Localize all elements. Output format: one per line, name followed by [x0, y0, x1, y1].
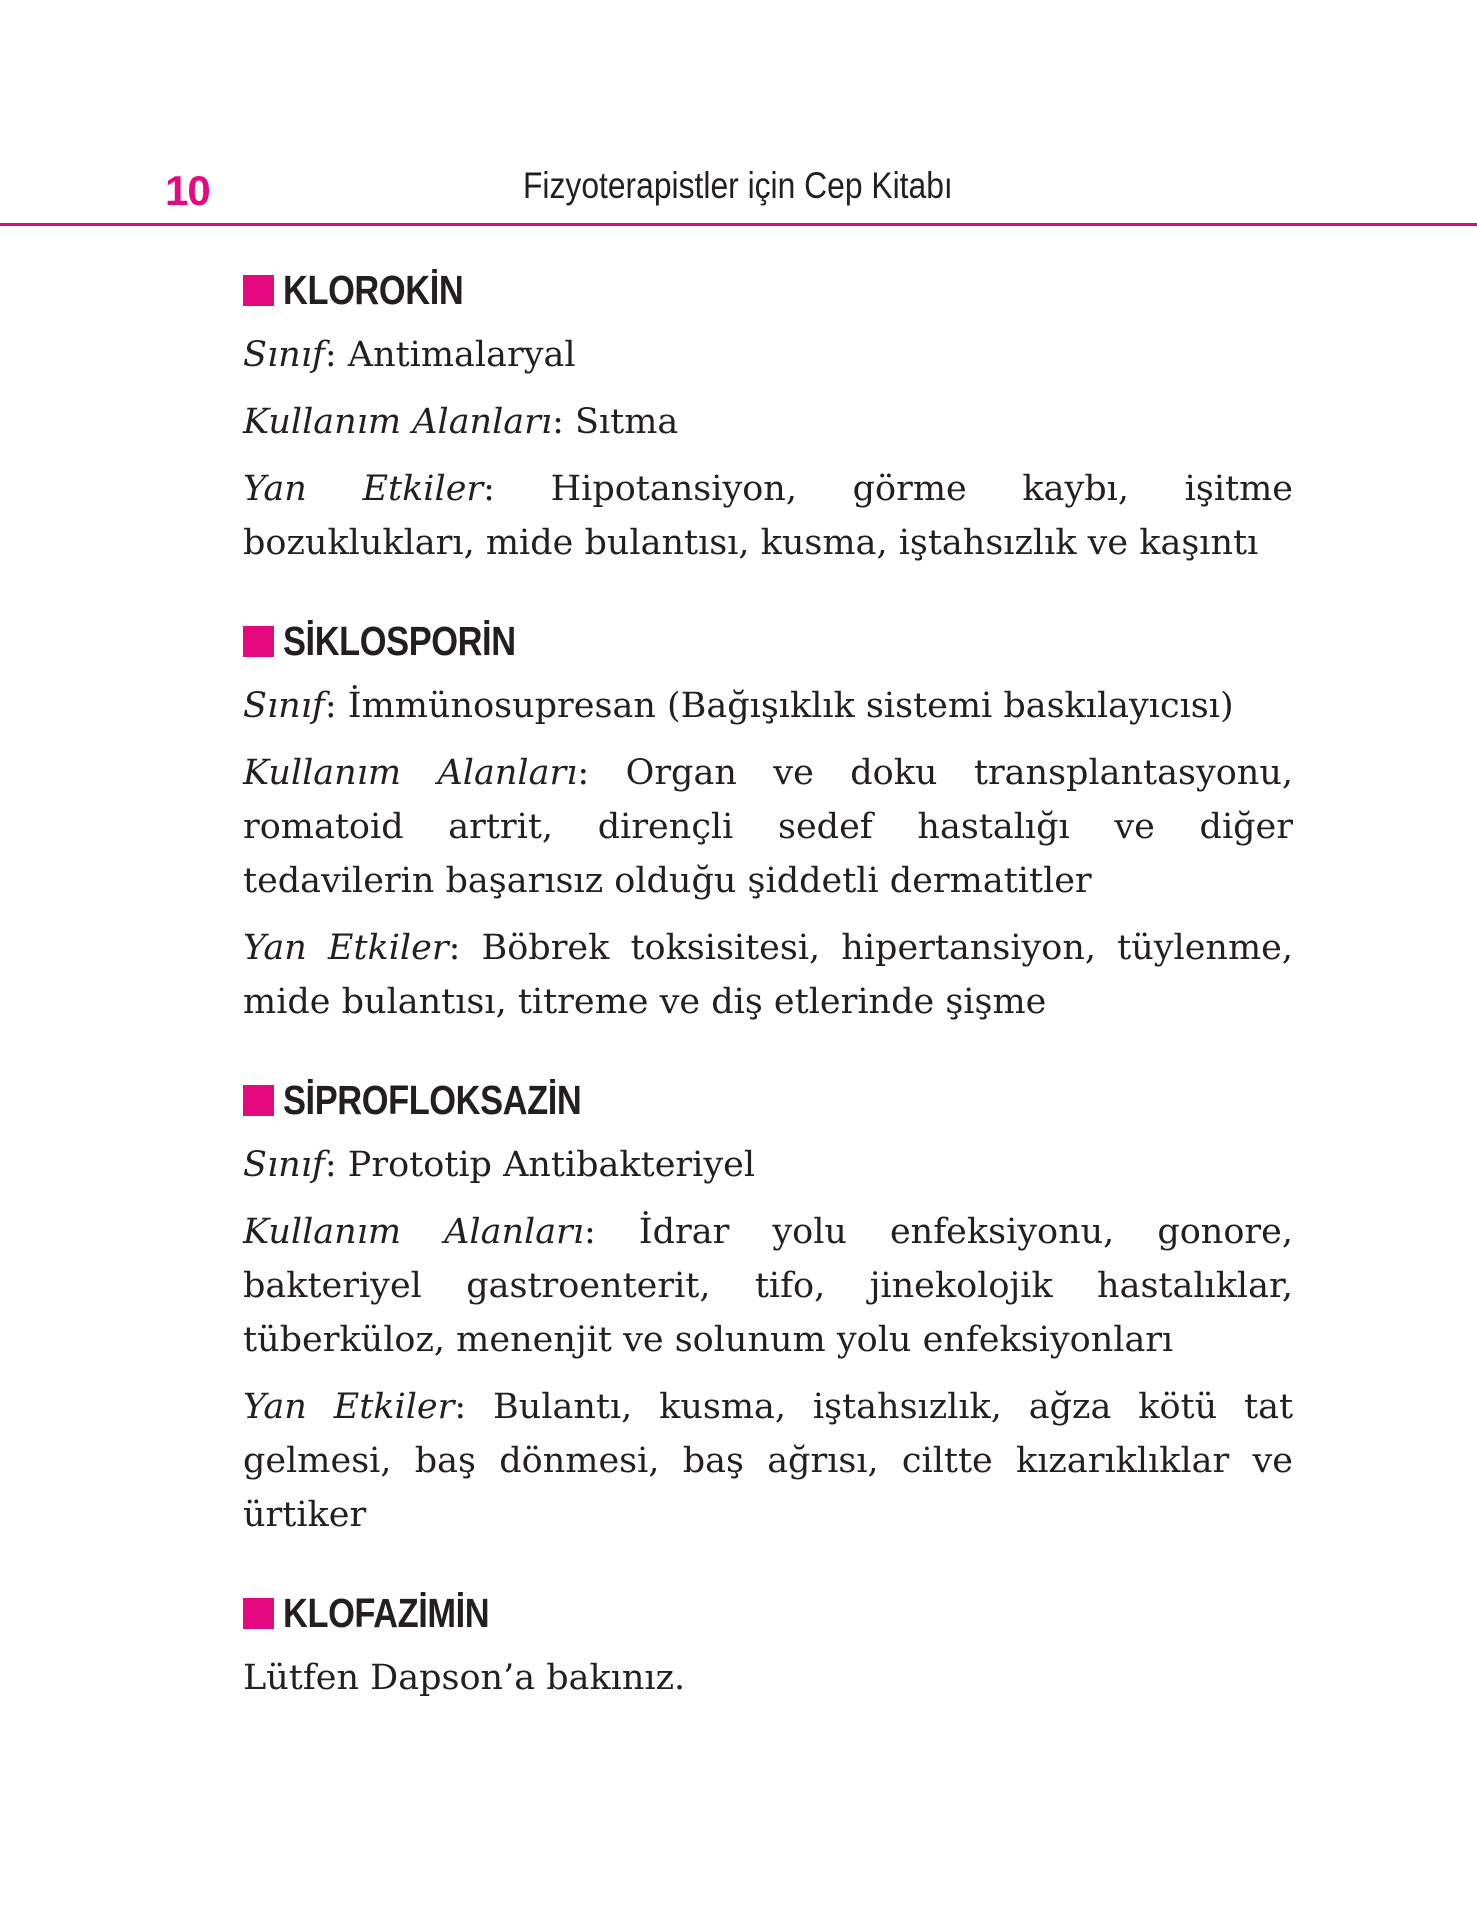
- drug-class: [243, 328, 1293, 382]
- drug-heading: [243, 262, 1293, 318]
- field-text: : Antimalaryal: [324, 335, 576, 375]
- drug-entry: [243, 1585, 1293, 1705]
- drug-entry: [243, 613, 1293, 1029]
- drug-list: [243, 262, 1293, 1718]
- drug-side-effects: [243, 462, 1293, 570]
- header-rule: [0, 223, 1477, 226]
- bullet-square-icon: [243, 1598, 274, 1629]
- field-label: Sınıf: [243, 686, 325, 726]
- page-header: [0, 150, 1477, 225]
- drug-name: KLOFAZİMİN: [283, 1589, 490, 1636]
- field-label: Sınıf: [243, 335, 325, 375]
- field-text: : İmmünosupresan (Bağışıklık sistemi baskılayıcısı): [324, 686, 1234, 726]
- drug-heading: [243, 1072, 1293, 1128]
- drug-usage: [243, 746, 1293, 908]
- drug-usage: [243, 1205, 1293, 1367]
- field-label: Sınıf: [243, 1145, 325, 1185]
- drug-heading: [243, 1585, 1293, 1641]
- drug-class: [243, 679, 1293, 733]
- drug-name: SİKLOSPORİN: [283, 617, 516, 664]
- drug-side-effects: [243, 1380, 1293, 1542]
- cross-reference-note: Lütfen Dapson’a bakınız.: [243, 1658, 686, 1698]
- bullet-square-icon: [243, 626, 274, 657]
- field-text: : İdrar yolu enfeksiyonu, gonore, bakteriyel gastroenterit, tifo, jinekolojik hastalıklar, tüberküloz, menenjit ve solunum yolu enfeksiyonları: [243, 1212, 1293, 1360]
- field-label: Yan Etkiler: [243, 1387, 455, 1427]
- running-title: Fizyoterapistler için Cep Kitabı: [523, 165, 953, 206]
- drug-side-effects: [243, 921, 1293, 1029]
- drug-entry: [243, 1072, 1293, 1542]
- field-label: Kullanım Alanları: [243, 753, 578, 793]
- field-text: : Prototip Antibakteriyel: [324, 1145, 756, 1185]
- bullet-square-icon: [243, 1085, 274, 1116]
- drug-name: SİPROFLOKSAZİN: [283, 1076, 582, 1123]
- drug-entry: [243, 262, 1293, 570]
- drug-usage: [243, 395, 1293, 449]
- field-text: : Hipotansiyon, görme kaybı, işitme bozuklukları, mide bulantısı, kusma, iştahsızlık ve kaşıntı: [243, 469, 1294, 563]
- field-text: : Sıtma: [552, 402, 679, 442]
- drug-name: KLOROKİN: [283, 266, 464, 313]
- field-text: : Organ ve doku transplantasyonu, romatoid artrit, dirençli sedef hastalığı ve diğer tedavilerin başarısız olduğu şiddetli dermatitler: [243, 753, 1293, 901]
- field-text: : Böbrek toksisitesi, hipertansiyon, tüylenme, mide bulantısı, titreme ve diş etlerinde şişme: [243, 928, 1294, 1022]
- field-label: Yan Etkiler: [243, 928, 449, 968]
- field-label: Kullanım Alanları: [243, 1212, 584, 1252]
- bullet-square-icon: [243, 275, 274, 306]
- page-number: 10: [165, 167, 210, 214]
- field-text: : Bulantı, kusma, iştahsızlık, ağza kötü tat gelmesi, baş dönmesi, baş ağrısı, ciltte kızarıklıklar ve ürtiker: [243, 1387, 1294, 1535]
- field-label: Kullanım Alanları: [243, 402, 553, 442]
- drug-heading: [243, 613, 1293, 669]
- field-label: Yan Etkiler: [243, 469, 484, 509]
- drug-class: [243, 1138, 1293, 1192]
